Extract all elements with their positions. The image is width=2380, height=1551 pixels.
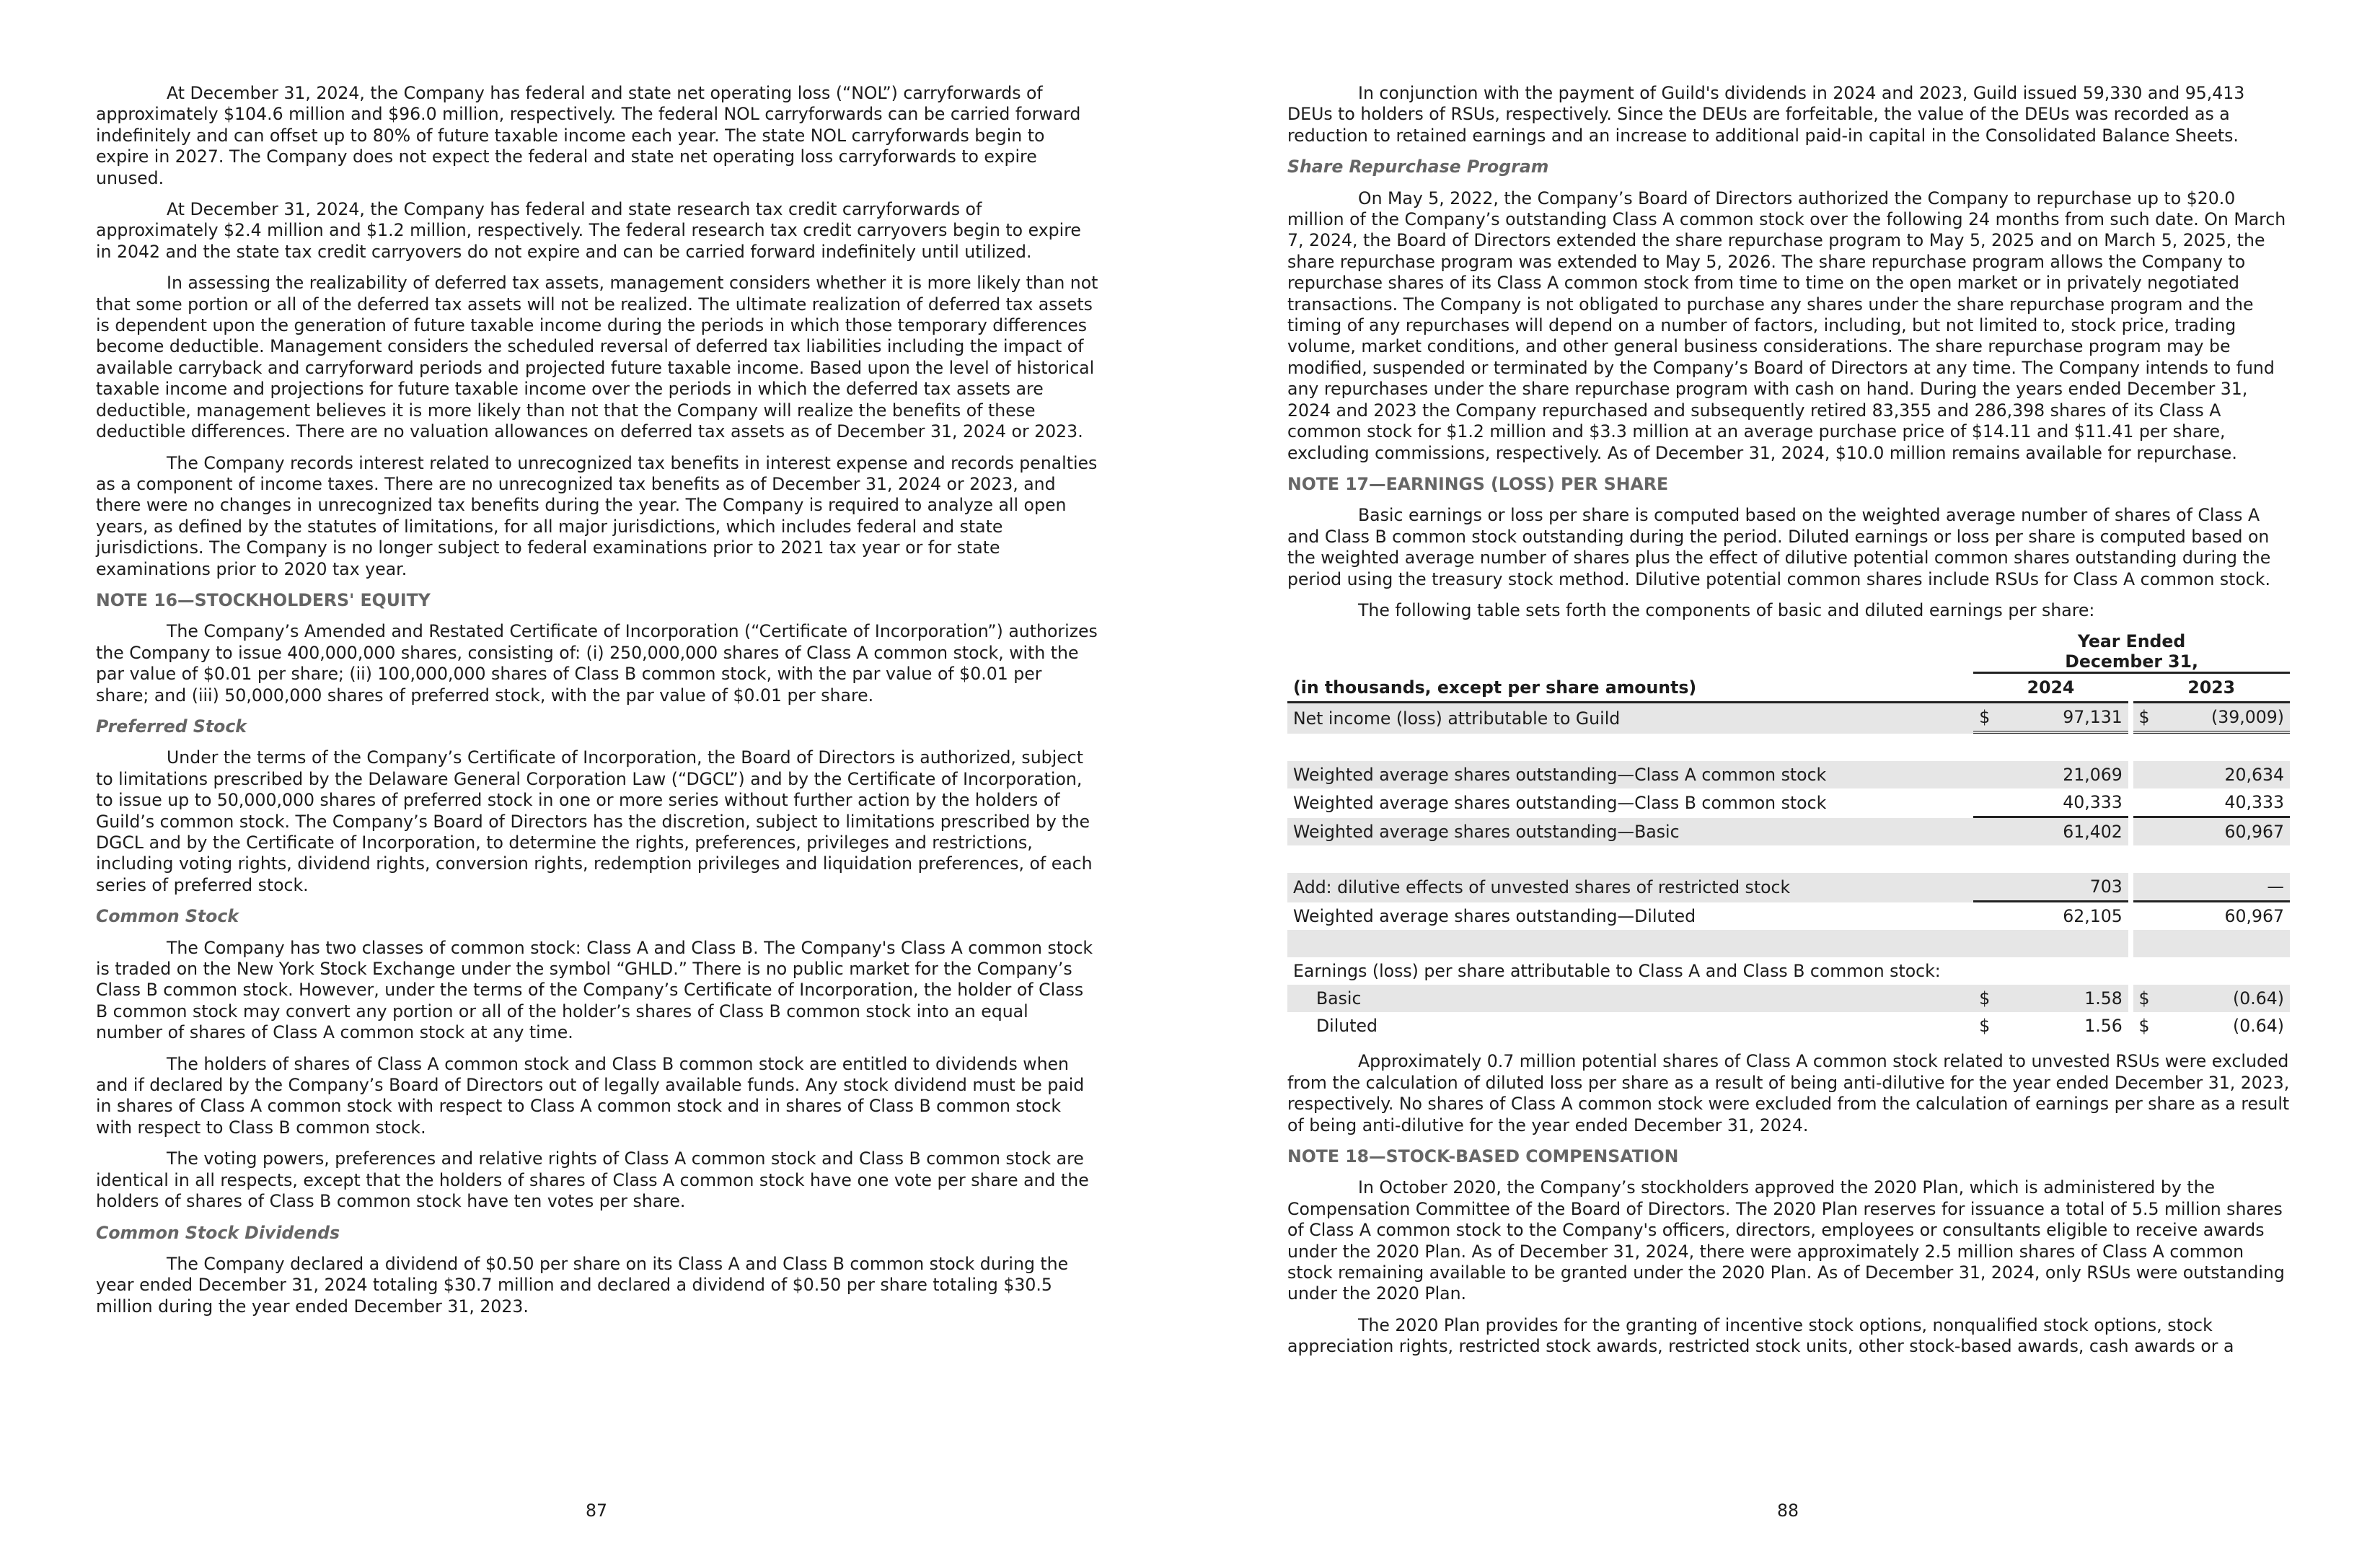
period-header: Year Ended December 31,: [1973, 631, 2290, 674]
eps-table: [1287, 631, 2290, 1040]
paragraph-2020-plan-awards: The 2020 Plan provides for the granting of incentive stock options, nonqualified stock options, stock appreciation rights, restricted stock awards, restricted stock units, other stock-based awards, cash awards or a: [1287, 1314, 2234, 1357]
section-heading-note-16: NOTE 16—STOCKHOLDERS' EQUITY: [96, 589, 431, 610]
paragraph-anti-dilutive: Approximately 0.7 million potential shares of Class A common stock related to unvested RSUs were excluded from the calculation of diluted loss per share as a result of being anti-dilutive for the year ended December 31, 2023, respectively. No shares of Class A common stock were excluded from the calculation of earnings per share as a result of being anti-dilutive for the year ended December 31, 2024.: [1287, 1051, 2290, 1135]
left-page: [96, 83, 1098, 1327]
table-row-dilutive-effects: Add: dilutive effects of unvested shares of restricted stock 703 —: [1287, 873, 2290, 902]
table-row-eps-diluted: Diluted $ 1.56 $ (0.64): [1287, 1012, 2290, 1040]
paragraph-share-repurchase: On May 5, 2022, the Company’s Board of Directors authorized the Company to repurchase up to $20.0 million of the Company’s outstanding Class A common stock over the following 24 months from such date. On March 7, 2024, the Board of Directors extended the share repurchase program to May 5, 2025 and on March 5, 2025, the share repurchase program was extended to May 5, 2026. The share repurchase program allows the Company to repurchase shares of its Class A common stock from time to time on the open market or in privately negotiated transactions. The Company is not obligated to purchase any shares under the share repurchase program and the timing of any repurchases will depend on a number of factors, including, but not limited to, stock price, trading volume, market conditions, and other general business considerations. The share repurchase program may be modified, suspended or terminated by the Company’s Board of Directors at any time. The Company intends to fund any repurchases under the share repurchase program with cash on hand. During the years ended December 31, 2024 and 2023 the Company repurchased and subsequently retired 83,355 and 286,398 shares of its Class A common stock for $1.2 million and $3.3 million at an average purchase price of $14.11 and $11.41 per share, excluding commissions, respectively. As of December 31, 2024, $10.0 million remains available for repurchase.: [1287, 188, 2286, 463]
paragraph-unrecognized-tax-benefits: The Company records interest related to unrecognized tax benefits in interest expense and records penalties as a component of income taxes. There are no unrecognized tax benefits as of December 31, 2024 or 2023, and there were no changes in unrecognized tax benefits during the year. The Company is required to analyze all open years, as defined by the statutes of limitations, for all major jurisdictions, which includes federal and state jurisdictions. The Company is no longer subject to federal examinations prior to 2021 tax year or for state examinations prior to 2020 tax year.: [96, 452, 1098, 579]
subheading-common-stock-dividends: Common Stock Dividends: [96, 1222, 340, 1243]
right-page: [1287, 83, 2290, 1368]
subheading-share-repurchase-program: Share Repurchase Program: [1287, 157, 1549, 177]
paragraph-2020-plan: In October 2020, the Company’s stockholders approved the 2020 Plan, which is administered by the Compensation Committee of the Board of Directors. The 2020 Plan reserves for issuance a total of 5.5 million shares of Class A common stock to the Company's officers, directors, employees or consultants eligible to receive awards under the 2020 Plan. As of December 31, 2024, there were approximately 2.5 million shares of Class A common stock remaining available to be granted under the 2020 Plan. As of December 31, 2024, only RSUs were outstanding under the 2020 Plan.: [1287, 1177, 2285, 1304]
paragraph-voting-rights: The voting powers, preferences and relative rights of Class A common stock and Class B common stock are identical in all respects, except that the holders of shares of Class A common stock have one vote per share and the holders of shares of Class B common stock have ten votes per share.: [96, 1148, 1089, 1212]
units-label: (in thousands, except per share amounts): [1287, 674, 1973, 703]
paragraph-deus: In conjunction with the payment of Guild's dividends in 2024 and 2023, Guild issued 59,330 and 95,413 DEUs to holders of RSUs, respectively. Since the DEUs are forfeitable, the value of the DEUs was recorded as a reduction to retained earnings and an increase to additional paid-in capital in the Consolidated Balance Sheets.: [1287, 83, 2245, 146]
table-spacer-row: [1287, 734, 2290, 761]
paragraph-preferred-stock: Under the terms of the Company’s Certificate of Incorporation, the Board of Directors is authorized, subject to limitations prescribed by the Delaware General Corporation Law (“DGCL”) and by the Certificate of Incorporation, to issue up to 50,000,000 shares of preferred stock in one or more series without further action by the holders of Guild’s common stock. The Company’s Board of Directors has the discretion, subject to limitations prescribed by the DGCL and by the Certificate of Incorporation, to determine the rights, preferences, privileges and restrictions, including voting rights, dividend rights, conversion rights, redemption privileges and liquidation preferences, of each series of preferred stock.: [96, 747, 1093, 895]
table-spacer-row-shaded: [1287, 930, 2290, 957]
table-period-header-row: [1287, 631, 2290, 674]
section-heading-note-17: NOTE 17—EARNINGS (LOSS) PER SHARE: [1287, 473, 1669, 494]
table-column-header-row: [1287, 674, 2290, 703]
paragraph-research-credits: At December 31, 2024, the Company has federal and state research tax credit carryforwards of approximately $2.4 million and $1.2 million, respectively. The federal research tax credit carryovers begin to expire in 2042 and the state tax credit carryovers do not expire and can be carried forward indefinitely until utilized.: [96, 199, 1081, 262]
paragraph-deferred-tax-assets: In assessing the realizability of deferred tax assets, management considers whether it is more likely than not that some portion or all of the deferred tax assets will not be realized. The ultimate realization of deferred tax assets is dependent upon the generation of future taxable income during the periods in which those temporary differences become deductible. Management considers the scheduled reversal of deferred tax liabilities including the impact of available carryback and carryforward periods and projected future taxable income. Based upon the level of historical taxable income and projections for future taxable income over the periods in which the deferred tax assets are deductible, management believes it is more likely than not that the Company will realize the benefits of these deductible differences. There are no valuation allowances on deferred tax assets as of December 31, 2024 or 2023.: [96, 273, 1098, 442]
table-row-class-b-shares: Weighted average shares outstanding—Class B common stock 40,333 40,333: [1287, 788, 2290, 818]
paragraph-common-stock-classes: The Company has two classes of common stock: Class A and Class B. The Company's Class A common stock is traded on the New York Stock Exchange under the symbol “GHLD.” There is no public market for the Company’s Class B common stock. However, under the terms of the Company’s Certificate of Incorporation, the holder of Class B common stock may convert any portion or all of the holder’s shares of Class B common stock into an equal number of shares of Class A common stock at any time.: [96, 937, 1093, 1043]
table-row-class-a-shares: Weighted average shares outstanding—Class A common stock 21,069 20,634: [1287, 761, 2290, 788]
table-row-diluted-shares: Weighted average shares outstanding—Diluted 62,105 60,967: [1287, 902, 2290, 930]
paragraph-certificate-of-incorporation: The Company’s Amended and Restated Certificate of Incorporation (“Certificate of Incorporation”) authorizes the Company to issue 400,000,000 shares, consisting of: (i) 250,000,000 shares of Class A common stock, with the par value of $0.01 per share; (ii) 100,000,000 shares of Class B common stock, with the par value of $0.01 per share; and (iii) 50,000,000 shares of preferred stock, with the par value of $0.01 per share.: [96, 621, 1098, 706]
paragraph-nol-carryforwards: At December 31, 2024, the Company has federal and state net operating loss (“NOL”) carryforwards of approximately $104.6 million and $96.0 million, respectively. The federal NOL carryforwards can be carried forward indefinitely and can offset up to 80% of future taxable income each year. The state NOL carryforwards begin to expire in 2027. The Company does not expect the federal and state net operating loss carryforwards to expire unused.: [96, 83, 1081, 188]
subheading-preferred-stock: Preferred Stock: [96, 716, 247, 737]
page-number-left: 87: [585, 1501, 608, 1521]
table-row-basic-shares: Weighted average shares outstanding—Basic 61,402 60,967: [1287, 818, 2290, 845]
paragraph-dividend-entitlement: The holders of shares of Class A common stock and Class B common stock are entitled to dividends when and if declared by the Company’s Board of Directors out of legally available funds. Any stock dividend must be paid in shares of Class A common stock with respect to Class A common stock and in shares of Class B common stock with respect to Class B common stock.: [96, 1053, 1085, 1138]
table-spacer-row: [1287, 845, 2290, 873]
column-header-2024: 2024: [1973, 674, 2128, 703]
paragraph-table-intro: The following table sets forth the components of basic and diluted earnings per share:: [1358, 599, 2095, 620]
subheading-common-stock: Common Stock: [96, 906, 239, 927]
paragraph-eps-method: Basic earnings or loss per share is computed based on the weighted average number of shares of Class A and Class B common stock outstanding during the period. Diluted earnings or loss per share is computed based on the weighted average number of shares plus the effect of dilutive potential common shares outstanding during the period using the treasury stock method. Dilutive potential common shares include RSUs for Class A common stock.: [1287, 505, 2271, 589]
table-row-eps-basic: Basic $ 1.58 $ (0.64): [1287, 985, 2290, 1012]
table-row-net-income: Net income (loss) attributable to Guild $ 97,131 $ (39,009): [1287, 703, 2290, 734]
section-heading-note-18: NOTE 18—STOCK-BASED COMPENSATION: [1287, 1146, 1679, 1166]
paragraph-dividends-declared: The Company declared a dividend of $0.50 per share on its Class A and Class B common stock during the year ended December 31, 2024 totaling $30.7 million and declared a dividend of $0.50 per share totaling $30.5 million during the year ended December 31, 2023.: [96, 1253, 1069, 1317]
page-number-right: 88: [1776, 1501, 1799, 1521]
column-header-2023: 2023: [2133, 674, 2290, 703]
table-row-eps-header: Earnings (loss) per share attributable to Class A and Class B common stock:: [1293, 960, 1941, 981]
